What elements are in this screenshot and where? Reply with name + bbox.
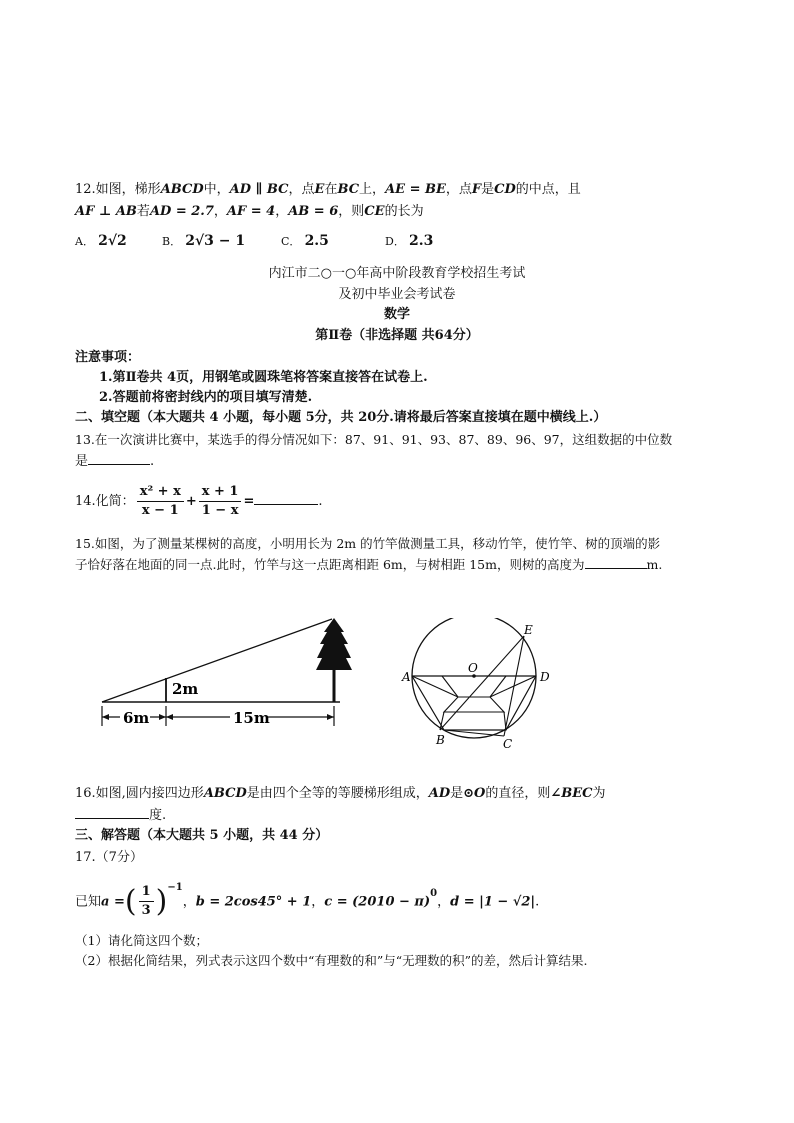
text: 在: [324, 182, 338, 197]
math-ad-value: AD = 2.7: [149, 204, 214, 219]
tree-icon: [316, 618, 352, 670]
math-bc: BC: [337, 182, 360, 197]
text: 的中点，且: [515, 182, 581, 197]
math-e: E: [314, 182, 325, 197]
text: 14.化简：: [75, 494, 135, 509]
label-b: B: [436, 733, 445, 747]
text: 为: [592, 786, 606, 801]
figure-circle: [400, 618, 560, 754]
label-o: O: [468, 661, 478, 675]
notes-item-2: 2.答题前将密封线内的项目填写清楚.: [99, 390, 313, 405]
fraction-one-third: [139, 883, 154, 920]
text: 16.如图,圆内接四边形: [75, 786, 204, 801]
section-3-title: 三、解答题（本大题共 5 小题，共 44 分）: [75, 828, 329, 843]
text: ，: [182, 894, 196, 910]
text: 的长为: [384, 204, 424, 219]
q12-option-d: [385, 233, 433, 249]
denominator: x − 1: [141, 503, 179, 518]
paren-right: ): [155, 883, 168, 919]
q17-sub1: （1）请化简这四个数；: [75, 933, 208, 948]
segment-be: [440, 636, 524, 730]
option-letter: A．: [75, 235, 94, 248]
answer-blank[interactable]: [585, 556, 647, 569]
answer-blank[interactable]: [75, 806, 149, 819]
label-a: A: [402, 670, 411, 684]
denominator: 3: [141, 903, 151, 919]
notes-item-1: 1.第Ⅱ卷共 4页，用钢笔或圆珠笔将答案直接答在试卷上.: [99, 370, 428, 385]
label-6m: 6m: [123, 709, 150, 727]
sight-line: [102, 619, 332, 702]
q12-option-b: [162, 233, 245, 249]
exam-title-line2: 及初中毕业会考试卷: [338, 287, 456, 302]
math-cd: CD: [494, 182, 516, 197]
math-a-eq: a =: [101, 894, 125, 910]
text: .: [318, 494, 323, 509]
math-c-expr: c = (2010 − π): [324, 894, 431, 910]
text: ，: [213, 204, 227, 219]
q17-given: [75, 872, 539, 924]
q14-line: [75, 482, 323, 524]
q12-option-a: [75, 233, 127, 249]
q12-line2: [75, 203, 424, 221]
option-value: 2√3 − 1: [185, 233, 246, 249]
math-circle-o: ⊙O: [463, 786, 486, 801]
math-ce: CE: [364, 204, 385, 219]
numerator: x² + x: [137, 483, 184, 502]
exponent: −1: [167, 882, 183, 893]
label-d: D: [540, 670, 550, 684]
plus-sign: +: [185, 494, 197, 509]
math-ad: AD: [428, 786, 451, 801]
text: 是: [450, 786, 464, 801]
math-abcd: ABCD: [160, 182, 204, 197]
option-value: 2.5: [304, 233, 329, 249]
text: 12.如图，梯形: [75, 182, 161, 197]
math-ab-value: AB = 6: [288, 204, 339, 219]
option-value: 2√2: [98, 233, 127, 249]
text: .: [535, 894, 540, 910]
q13-line1: 13.在一次演讲比赛中，某选手的得分情况如下：87、91、91、93、87、89、96、97，这组数据的中位数: [75, 432, 673, 447]
part-title: 第Ⅱ卷（非选择题 共64分）: [315, 328, 479, 343]
text: 是由四个全等的等腰梯形组成，: [246, 786, 429, 801]
text: 子恰好落在地面的同一点.此时，竹竿与这一点距离相距 6m，与树相距 15m，则树的高度为: [75, 557, 585, 572]
figure-tree-pole: [88, 610, 368, 750]
text: ，: [311, 894, 325, 910]
math-ad-parallel-bc: AD ∥ BC: [229, 182, 289, 197]
q16-line1: [75, 785, 606, 803]
math-abcd: ABCD: [203, 786, 247, 801]
answer-blank[interactable]: [254, 492, 318, 505]
text: 度.: [149, 808, 167, 823]
section-2-title: 二、填空题（本大题共 4 小题，每小题 5分，共 20分.请将最后答案直接填在题中横线上.）: [75, 410, 607, 425]
text: ，点: [288, 182, 315, 197]
text: ，则: [338, 204, 365, 219]
math-af-perp-ab: AF ⊥ AB: [75, 204, 137, 219]
math-af-value: AF = 4: [226, 204, 276, 219]
q15-line1: 15.如图，为了测量某棵树的高度，小明用长为 2m 的竹竿做测量工具，移动竹竿，使竹竿、树的顶端的影: [75, 536, 661, 551]
math-d-expr: d = |1 − √2|: [450, 894, 536, 910]
math-f: F: [471, 182, 482, 197]
exponent: 0: [430, 888, 438, 899]
text: ，: [275, 204, 289, 219]
option-letter: B．: [162, 235, 182, 248]
text: 是: [75, 454, 89, 469]
answer-blank[interactable]: [88, 452, 150, 465]
q12-option-c: [281, 233, 329, 249]
option-letter: D．: [385, 235, 405, 248]
equals-sign: =: [243, 494, 255, 509]
text: 上，: [359, 182, 386, 197]
text: 已知: [75, 894, 102, 910]
segment-ce: [504, 636, 524, 736]
label-15m: 15m: [233, 709, 270, 727]
fraction-1: [137, 483, 184, 520]
q16-line2: [75, 806, 166, 825]
exam-title-line1: 内江市二○一○年高中阶段教育学校招生考试: [268, 266, 526, 281]
subject-title: 数学: [383, 307, 410, 322]
paren-left: (: [124, 883, 137, 919]
q12-line1: [75, 181, 581, 199]
q17-label: 17.（7分）: [75, 850, 143, 865]
text: 中，: [203, 182, 230, 197]
inner-trapezoid: [444, 697, 504, 712]
fraction-2: [199, 483, 242, 520]
q15-line2: [75, 556, 662, 574]
numerator: 1: [139, 883, 154, 902]
option-value: 2.3: [408, 233, 434, 249]
label-c: C: [503, 737, 513, 751]
label-e: E: [524, 623, 533, 637]
q13-line2: [75, 452, 154, 471]
option-letter: C．: [281, 235, 301, 248]
denominator: 1 − x: [201, 503, 239, 518]
math-angle-bec: ∠BEC: [550, 786, 593, 801]
text: ，: [437, 894, 451, 910]
text: 的直径，则: [485, 786, 551, 801]
circle-o: [412, 618, 536, 738]
label-pole: 2m: [172, 680, 199, 698]
q17-sub2: （2）根据化简结果，列式表示这四个数中“有理数的和”与“无理数的积”的差，然后计算结果.: [75, 953, 588, 968]
math-ae-eq-be: AE = BE: [385, 182, 446, 197]
notes-title: 注意事项：: [75, 350, 141, 365]
math-b-expr: b = 2cos45° + 1: [195, 894, 312, 910]
text: ，点: [445, 182, 472, 197]
text: 是: [481, 182, 495, 197]
numerator: x + 1: [199, 483, 242, 502]
text: m.: [646, 557, 663, 572]
text: 若: [136, 204, 150, 219]
text: .: [150, 454, 155, 469]
